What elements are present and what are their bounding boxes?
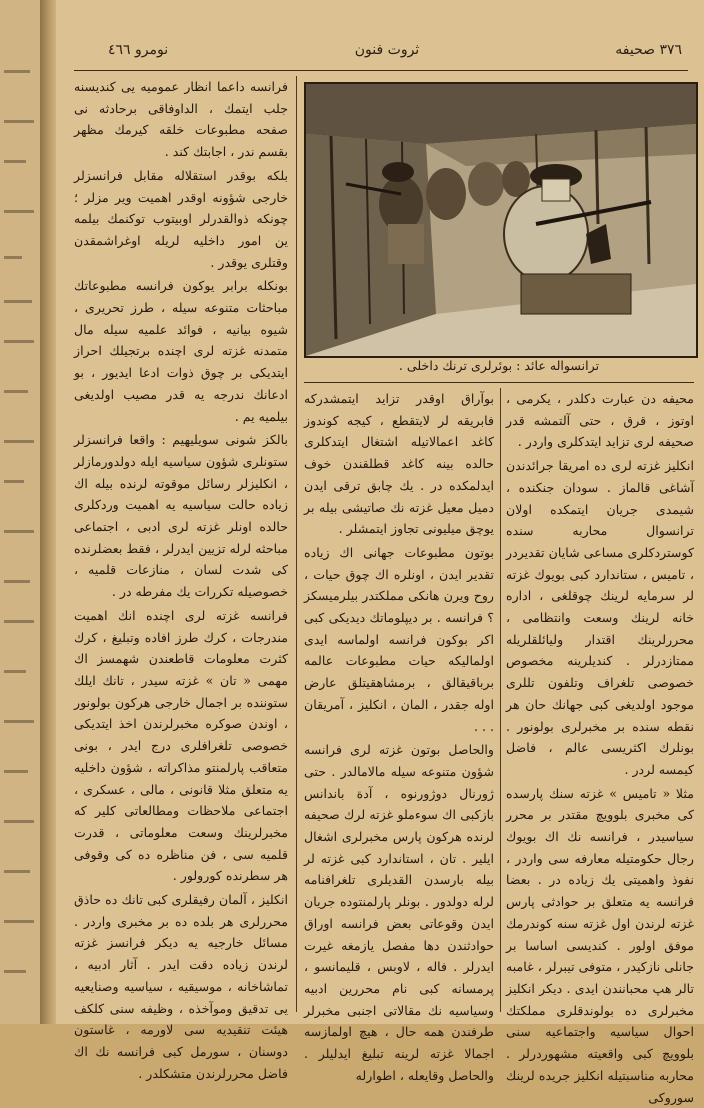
paragraph: بالكز شونى سويليهيم : واقعا فرانسزلر ستونلرى شؤون سياسيه ايله دولدورمازلر ، انكليزلر رسائل موقوته لرنده بيله اك زياده حالت سياسيه يه اهميت وردكلرى حالده اونلر غزته لرى ادبى ، اجتماعى مباحثه لرله تزيين ايدرلر ، فقط بعضلرنده كى شدت لسان ، منازعات قلميه ، خصوصيله تكررات يك مفرطه در . — [74, 432, 288, 600]
paragraph: بلكه بوقدر استقلاله مقابل فرانسزلر خارجى شؤونه اوقدر اهميت وير مزلر ؛ چونكه ذوالقدرلر اوبيتوب توكنمك بيلمه ين امور داخليه لريله اوغراشمقدن وقتلرى يوقدر . — [74, 167, 288, 270]
header-rule — [74, 70, 688, 71]
journal-title: ثروت فنون — [354, 42, 420, 58]
paragraph: بوآراق اوقدر تزايد ايتمشدركه فابريقه لر لايتقطع ، كيجه كوندوز كاغد اعمالاتيله اشتغال ايتدكلرى حالده بينه كاغد قطلقندن خوف ايدلمكده در . يك چابق ترقى ايدن دميل معيل غزته نك صاتيشى بيله بر يوچق ميليونى تجاوز ايتمشلر . — [304, 391, 494, 537]
magazine-page — [56, 0, 704, 1105]
column-left — [74, 76, 288, 1081]
column-right — [506, 388, 694, 1105]
column-divider — [500, 388, 501, 1012]
paragraph: بونكله برابر يوكون فرانسه مطبوعاتك مباحثات متنوعه سيله ، طرز تحريرى ، شيوه بيانيه ، فوائد علميه سيله مال متمدنه غزته لرى اچنده برتجيلك احراز ايتديكى بر چوق ذوات ادعا ايديور ، بو ادعانك ندرجه يه قدر مصيب اولديغى بيلميه يم . — [74, 278, 288, 424]
paragraph: انكليز ، آلمان رفيقلرى كبى تانك ده حاذق محررلرى هر بلده ده بر مخبرى واردر . مسائل خارجيه يه ديكر فرانسز غزته لرندن زياده دقت ايدر . آثار ادبيه ، تماشاخانه ، موسيقيه ، سياسيه وصنايعيه يى تدقيق وموآخذه ، وظيفه سنى كلكف هيئت تنقيديه سى لاورمه ، غاستون دوسنان ، سورمل كبى فرانسه نك اك فاضل محررلرندن متشكلدر . — [74, 892, 288, 1081]
paragraph: فرانسه داعما انظار عموميه يى كنديسنه جلب ايتمك ، الداوفاقى برحادثه نى صفحه مطبوعات خلقه كيرمك مظهر بقسم ندر ، اجابتك كند . — [74, 79, 288, 160]
book-spine — [40, 0, 56, 1024]
adjacent-page-edge — [0, 0, 41, 1024]
illustration-boer-soldiers-in-trench — [304, 82, 698, 358]
column-divider — [296, 76, 297, 1012]
paragraph: مثلا « تاميس » غزته سنك پارسده كى مخبرى بلوويچ مقتدر بر محرر سياسيدر ، فرانسه نك اك بويوك رجال حكومتيله معارفه سى واردر ، نفوذ واهميتى يك زياده در . بعضا فرانسه يه متعلق بر حوادثى پارس غزته لرندن اول غزته سنه كوندرمك موفق اولور . كنديسى اساسا بر جانلى نازكيدر ، متوفى تيبرلر ، غامبه تالر هپ محبانندن ايدى . ديكر انكليز مخبرلرى ده بولوندقلرى مملكتك احوال سياسيه واجتماعيه سنى بلوويچ كبى واقعيته مشهوردرلر . محاربه مناسبتيله انكليز جريده لرينك سوروكى — [506, 785, 694, 1105]
paragraph: فرانسه غزته لرى اچنده انك اهميت مندرجات ، كرك طرز افاده وتبليغ ، كرك كثرت معلومات قاطعندن شهمسز اك مهمى « تان » غزته سيدر ، تانك ايلك ستوننده بر اجمال خارجى هركون بولونور ، اوندن صوكره مخبرلرندن اخذ ايتديكى خصوصى تلغرافلرى درج ايدر ، بونى متعاقب پارلمنتو مذاكراته ، شؤون داخليه يه متعلق مثلا قانونى ، مالى ، عسكرى ، اجتماعى ملاحظات ومطالعاتى كلير كه مخبرلرينك وسعت معلوماتى ، قدرت قلميه سى ، فن مناظره ده كى وقوفى هر سطرنده كورولور . — [74, 607, 288, 884]
figure-caption: ترانسواله عائد : بوئرلرى ترنك داخلى . — [398, 358, 600, 373]
column-middle — [304, 388, 494, 1083]
page-header — [80, 38, 694, 66]
paragraph: والحاصل بوتون غزته لرى فرانسه شؤون متنوعه سيله مالامالدر . حتى ژورنال دوژورنوه ، آدة باندانس بازكبى اك سوءملو غزته لرك صحيفه لرنده هركون پارس مخبرلرى اشغال ايلير . تان ، استاندارد كبى غزته لر بيله بارسدن القديلرى تلغرافنامه لرله دولدور . بونلر پارلمنتوده جريان ايدن وقوعاتى بعض فرانسه اوراق حوادثندن دها مفصل يازمغه غيرت ايدرلر . فاله ، لاوبس ، قليمانسو ، پرمسانه كبى نام محررين ادبيه وسياسيه نك مقالاتى اجنبى مخبرلر طرفندن همه حال ، هيچ اولمازسه اجمالا غزته لرينه تبليغ ايدليلر . والحاصل وقايعله ، اطوارله — [304, 742, 494, 1083]
paragraph: محيفه دن عبارت دكلدر ، يكرمى ، اوتوز ، قرق ، حتى آلتمشه قدر صحيفه لرى تزايد ايتدكلرى واردر . — [506, 391, 694, 450]
paragraph: بوتون مطبوعات جهانى اك زياده تقدير ايدن ، اونلره اك چوق حيات ، روح ويرن هانكى مملكتدر بيلرميسكز ؟ فرانسه . بر ديپلوماتك ديديكى كبى اكر بوكون فرانسه اولماسه ايدى اولماليكه حيات مطبوعات عالمه برباقيقالق ، برمشاهقيتلق عارض اوله جقدر ، المان ، انكليز ، آمريقان . . . — [304, 544, 494, 734]
page-number: ٣٧٦ صحيفه — [615, 42, 682, 58]
issue-number: نومرو ٤٦٦ — [108, 42, 169, 58]
paragraph: انكليز غزته لرى ده امريقا جرائدندن آشاغى قالماز . سودان جنكنده ، شيمدى جريان ايتمكده اولان ترانسوال محاربه سنده كوستردكلرى مساعى شايان تقديردر ، تاميس ، ستاندارد كبى بويوك غزته لر سرمايه لرينك چوقلغى ، اداره خانه لرينك وسعت وانتظامى ، محررلرينك اقتدار وليائلقلريله ممتازدرلر . كنديلرينه مخصوص خصوصى تلغراف وتلفون تللرى موجود اولديغى كبى جهانك حان هر نقطه سنده بر مخبرلرى بولونور . بونلرك اكثريسى عالم ، فاضل كيمسه لردر . — [506, 458, 694, 777]
caption-rule — [304, 382, 694, 383]
